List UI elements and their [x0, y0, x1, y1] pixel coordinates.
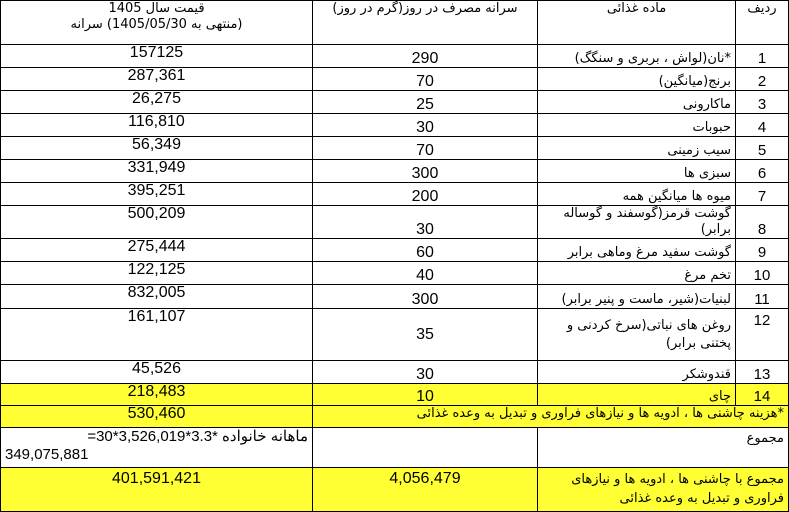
row-price: 331,949 [1, 160, 313, 183]
row-food: لبنیات(شیر، ماست و پنیر برابر) [538, 285, 736, 309]
row-price: 161,107 [1, 309, 313, 361]
grand-total-label: مجموع با چاشنی ها ، ادویه ها و نیازهای فراوری و تبدیل به وعده غذائی [538, 468, 789, 512]
row-no: 2 [736, 68, 789, 91]
table-row [1, 206, 789, 239]
table-row-highlighted [1, 384, 789, 406]
row-food: قندوشکر [538, 361, 736, 384]
row-no: 10 [736, 262, 789, 285]
grand-total-grams: 4,056,479 [313, 468, 538, 512]
row-grams: 30 [313, 361, 538, 384]
row-grams: 30 [313, 114, 538, 137]
row-grams: 60 [313, 239, 538, 262]
total-label: مجموع [538, 428, 789, 468]
table-row [1, 309, 789, 361]
row-food: میوه ها میانگین همه [538, 183, 736, 206]
spices-label: *هزینه چاشنی ها ، ادویه ها و نیازهای فراوری و تبدیل به وعده غذائی [313, 406, 789, 428]
row-grams: 70 [313, 137, 538, 160]
total-row [1, 428, 789, 468]
table-row [1, 183, 789, 206]
table-row [1, 114, 789, 137]
row-food: سیب زمینی [538, 137, 736, 160]
row-price: 287,361 [1, 68, 313, 91]
table-row [1, 239, 789, 262]
row-food: *نان(لواش ، بربری و سنگگ) [538, 45, 736, 68]
row-grams: 35 [313, 309, 538, 361]
row-grams: 300 [313, 285, 538, 309]
total-formula-line1: ماهانه خانواده *3.3*3,526,019*30= [87, 428, 308, 445]
row-food: سبزی ها [538, 160, 736, 183]
header-price [1, 1, 313, 45]
row-grams: 300 [313, 160, 538, 183]
row-grams: 10 [313, 384, 538, 406]
row-no: 4 [736, 114, 789, 137]
row-grams: 290 [313, 45, 538, 68]
row-price: 157125 [1, 45, 313, 68]
table-row [1, 160, 789, 183]
table-row [1, 285, 789, 309]
row-price: 56,349 [1, 137, 313, 160]
table-row [1, 91, 789, 114]
header-row-no: ردیف [736, 1, 789, 45]
spices-row [1, 406, 789, 428]
header-row [1, 1, 789, 45]
row-price: 395,251 [1, 183, 313, 206]
header-price-line2: (منتهی به 1405/05/30) سرانه [70, 17, 243, 32]
row-grams: 25 [313, 91, 538, 114]
grand-total-row [1, 468, 789, 512]
row-food: گوشت سفید مرغ وماهی برابر [538, 239, 736, 262]
table-row [1, 68, 789, 91]
row-no: 13 [736, 361, 789, 384]
row-price: 500,209 [1, 206, 313, 239]
table-row [1, 45, 789, 68]
row-grams: 70 [313, 68, 538, 91]
row-price: 218,483 [1, 384, 313, 406]
spices-price: 530,460 [1, 406, 313, 428]
table-row [1, 262, 789, 285]
row-no: 14 [736, 384, 789, 406]
row-no: 7 [736, 183, 789, 206]
row-price: 832,005 [1, 285, 313, 309]
row-price: 26,275 [1, 91, 313, 114]
row-no: 3 [736, 91, 789, 114]
row-food: گوشت قرمز(گوسفند و گوساله برابر) [538, 206, 736, 239]
row-no: 5 [736, 137, 789, 160]
row-price: 122,125 [1, 262, 313, 285]
header-daily-per-capita: سرانه مصرف در روز(گرم در روز) [313, 1, 538, 45]
total-empty-cell [313, 428, 538, 468]
grand-total-price: 401,591,421 [1, 468, 313, 512]
row-price: 275,444 [1, 239, 313, 262]
row-price: 45,526 [1, 361, 313, 384]
row-price: 116,810 [1, 114, 313, 137]
header-price-line1: قیمت سال 1405 [108, 1, 205, 16]
row-food: حبوبات [538, 114, 736, 137]
row-grams: 30 [313, 206, 538, 239]
row-food: ماکارونی [538, 91, 736, 114]
table-row [1, 137, 789, 160]
row-no: 6 [736, 160, 789, 183]
row-no: 9 [736, 239, 789, 262]
header-food: ماده غذائی [538, 1, 736, 45]
row-food: روغن های نباتی(سرخ کردنی و پختنی برابر) [538, 309, 736, 361]
row-no: 1 [736, 45, 789, 68]
total-formula-line2: 349,075,881 [5, 446, 89, 463]
total-formula [1, 428, 313, 468]
row-food: چای [538, 384, 736, 406]
row-no: 11 [736, 285, 789, 309]
row-no: 12 [736, 309, 789, 361]
row-grams: 200 [313, 183, 538, 206]
row-grams: 40 [313, 262, 538, 285]
row-food: تخم مرغ [538, 262, 736, 285]
table-row [1, 361, 789, 384]
row-no: 8 [736, 206, 789, 239]
row-food: برنج(میانگین) [538, 68, 736, 91]
